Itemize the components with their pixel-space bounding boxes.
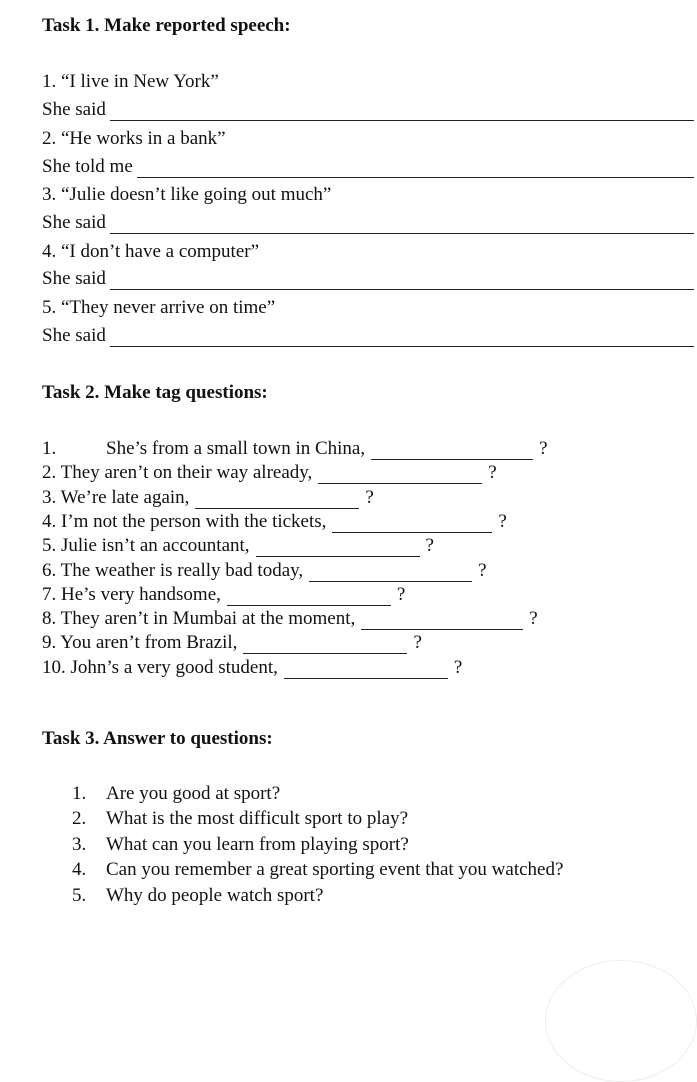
task3-question-text: Why do people watch sport? <box>106 885 324 906</box>
question-mark: ? <box>529 608 538 629</box>
faint-circle-mark <box>545 960 697 1082</box>
task1-heading: Task 1. Make reported speech: <box>42 15 291 36</box>
task2-item-7 <box>42 584 405 606</box>
task1-answer-blank-2[interactable] <box>137 160 694 178</box>
task2-item-text: 9. You aren’t from Brazil, <box>42 632 238 653</box>
question-mark: ? <box>413 632 422 653</box>
task2-item-2 <box>42 462 497 484</box>
task2-answer-blank[interactable] <box>361 612 523 630</box>
task2-answer-blank[interactable] <box>284 661 448 679</box>
question-mark: ? <box>488 462 497 483</box>
task2-item-text: 10. John’s a very good student, <box>42 657 278 678</box>
question-mark: ? <box>425 535 434 556</box>
task1-prompt-1: She said <box>42 99 106 120</box>
task3-question-number: 4. <box>72 859 87 880</box>
task2-item-text: 8. They aren’t in Mumbai at the moment, <box>42 608 356 629</box>
task2-item-8 <box>42 608 538 630</box>
task3-question-text: Are you good at sport? <box>106 783 281 804</box>
task2-item-text: 5. Julie isn’t an accountant, <box>42 535 250 556</box>
task2-answer-blank[interactable] <box>309 564 472 582</box>
question-mark: ? <box>396 584 406 605</box>
task2-item-text: 7. He’s very handsome, <box>42 584 221 605</box>
task1-quote-5: 5. “They never arrive on time” <box>42 297 276 318</box>
question-mark: ? <box>453 657 463 678</box>
task2-item-5 <box>42 535 434 557</box>
task1-quote-3: 3. “Julie doesn’t like going out much” <box>42 184 332 205</box>
task2-answer-blank[interactable] <box>318 466 482 484</box>
question-mark: ? <box>478 560 487 581</box>
task2-item-6 <box>42 560 487 582</box>
task3-question-3 <box>72 832 409 857</box>
task2-answer-blank[interactable] <box>243 636 407 654</box>
task1-answer-row-4 <box>42 268 694 290</box>
task1-answer-blank-4[interactable] <box>110 272 694 290</box>
task1-answer-row-3 <box>42 212 694 234</box>
task3-question-number: 5. <box>72 885 87 906</box>
task2-item-text: 4. I’m not the person with the tickets, <box>42 511 327 532</box>
task1-answer-blank-5[interactable] <box>110 329 694 347</box>
task2-answer-blank[interactable] <box>256 539 420 557</box>
task3-heading: Task 3. Answer to questions: <box>42 728 273 749</box>
task2-item-text: 6. The weather is really bad today, <box>42 560 304 581</box>
question-mark: ? <box>365 487 374 508</box>
task3-question-5 <box>72 883 323 908</box>
task1-prompt-4: She said <box>42 268 106 289</box>
task1-answer-row-1 <box>42 99 694 121</box>
task2-item-text: She’s from a small town in China, <box>106 438 366 459</box>
task2-heading: Task 2. Make tag questions: <box>42 382 268 403</box>
task3-question-4 <box>72 857 563 882</box>
task2-answer-blank[interactable] <box>195 491 359 509</box>
task1-answer-row-2 <box>42 156 694 178</box>
task1-answer-row-5 <box>42 325 694 347</box>
task2-item-text: 3. We’re late again, <box>42 487 190 508</box>
task3-question-1 <box>72 781 280 806</box>
task1-quote-4: 4. “I don’t have a computer” <box>42 241 260 262</box>
task1-prompt-5: She said <box>42 325 106 346</box>
task1-quote-2: 2. “He works in a bank” <box>42 128 226 149</box>
task1-prompt-3: She said <box>42 212 106 233</box>
task2-item-9 <box>42 632 422 654</box>
task2-item-number: 1. <box>42 438 57 459</box>
task2-answer-blank[interactable] <box>227 588 391 606</box>
task2-item-text: 2. They aren’t on their way already, <box>42 462 313 483</box>
task2-item-3 <box>42 487 374 509</box>
question-mark: ? <box>498 511 507 532</box>
question-mark: ? <box>539 438 548 459</box>
task3-question-2 <box>72 806 408 831</box>
task3-question-number: 1. <box>72 783 87 804</box>
task3-question-number: 2. <box>72 808 87 829</box>
task2-item-4 <box>42 511 507 533</box>
task3-question-text: What is the most difficult sport to play? <box>106 808 409 829</box>
task1-quote-1: 1. “I live in New York” <box>42 71 219 92</box>
task1-answer-blank-3[interactable] <box>110 216 694 234</box>
task2-item-1 <box>42 438 548 460</box>
task1-answer-blank-1[interactable] <box>110 103 694 121</box>
task3-question-number: 3. <box>72 834 87 855</box>
task3-question-text: Can you remember a great sporting event that you watched? <box>106 859 564 880</box>
task2-answer-blank[interactable] <box>371 442 533 460</box>
task1-prompt-2: She told me <box>42 156 133 177</box>
task2-answer-blank[interactable] <box>332 515 492 533</box>
task3-question-text: What can you learn from playing sport? <box>106 834 409 855</box>
task2-item-10 <box>42 657 462 679</box>
